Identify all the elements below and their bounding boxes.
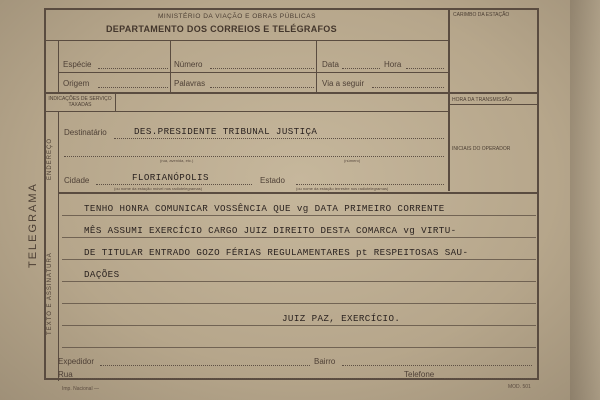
message-line-1: TENHO HONRA COMUNICAR VOSSÊNCIA QUE vg DATA PRIMEIRO CORRENTE <box>84 203 445 214</box>
transmission-time-label: HORA DA TRANSMISSÃO <box>452 97 512 103</box>
text-rule-7 <box>62 347 536 348</box>
service-bottom-rule <box>44 92 538 94</box>
text-rule-1 <box>62 215 536 216</box>
text-rule-5 <box>62 303 536 304</box>
transmission-rule <box>448 104 538 105</box>
message-line-2: MÊS ASSUMI EXERCÍCIO CARGO JUIZ DIREITO DESTA COMARCA vg VIRTU- <box>84 225 457 236</box>
via-label: Via a seguir <box>322 79 365 88</box>
telegrama-side-label: TELEGRAMA <box>27 182 39 268</box>
text-rule-2 <box>62 237 536 238</box>
especie-field <box>98 68 168 69</box>
stamp-divider <box>448 8 450 92</box>
text-rule-4 <box>62 281 536 282</box>
numero-hint: (número) <box>344 158 361 163</box>
operator-initials-label: INICIAIS DO OPERADOR <box>452 146 511 152</box>
text-rule-3 <box>62 259 536 260</box>
ministry-title: MINISTÉRIO DA VIAÇÃO E OBRAS PÚBLICAS <box>158 13 316 20</box>
numero-label: Número <box>174 60 203 69</box>
palavras-field <box>210 87 314 88</box>
service-indications-label: INDICAÇÕES DE SERVIÇO TAXADAS <box>48 96 112 108</box>
hora-label: Hora <box>384 60 402 69</box>
origem-label: Origem <box>63 79 90 88</box>
service-left-rule <box>58 40 59 92</box>
destinatario-label: Destinatário <box>64 128 107 137</box>
estado-field <box>296 184 444 185</box>
cidade-value: FLORIANÓPOLIS <box>132 172 209 183</box>
message-line-4: DAÇÕES <box>84 269 120 280</box>
rua-field <box>64 156 444 157</box>
destinatario-value: DES.PRESIDENTE TRIBUNAL JUSTIÇA <box>134 126 318 137</box>
estado-label: Estado <box>260 176 285 185</box>
cidade-hint: (ou nome da estação móvel nos radiotelegramas) <box>114 186 203 191</box>
service-col-rule-1 <box>170 40 171 92</box>
destinatario-field <box>114 138 444 139</box>
cidade-label: Cidade <box>64 176 90 185</box>
bairro-label: Bairro <box>314 357 336 366</box>
expedidor-label: Expedidor <box>58 357 95 366</box>
frame-top <box>44 8 538 10</box>
address-bottom-rule <box>58 192 538 194</box>
service-col-rule-2 <box>316 40 317 92</box>
paper-fold-shadow <box>570 0 600 400</box>
station-stamp-label: CARIMBO DA ESTAÇÃO <box>453 12 510 18</box>
expedidor-field <box>100 365 310 366</box>
model-mark: MOD. 501 <box>508 384 531 390</box>
numero-field <box>210 68 314 69</box>
hora-field <box>406 68 444 69</box>
frame-left <box>44 8 46 380</box>
especie-label: Espécie <box>63 60 92 69</box>
telefone-label: Telefone <box>404 370 435 379</box>
data-label: Data <box>322 60 339 69</box>
origem-field <box>98 87 168 88</box>
data-field <box>342 68 380 69</box>
texto-side-label: TEXTO E ASSINATURA <box>47 252 53 335</box>
message-signature: JUIZ PAZ, EXERCÍCIO. <box>282 313 401 324</box>
indications-bottom-rule <box>44 111 448 112</box>
printer-mark: Imp. Nacional — <box>62 386 99 392</box>
rua-footer-field <box>78 378 398 379</box>
transmission-divider <box>448 93 450 191</box>
side-column-rule <box>58 111 59 381</box>
estado-hint: (ou nome da estação terrestre nos radiotelegramas) <box>296 186 389 191</box>
bairro-field <box>342 365 532 366</box>
service-mid-rule <box>58 72 448 73</box>
frame-right <box>537 8 539 380</box>
indications-divider <box>115 93 116 111</box>
telefone-field <box>444 378 532 379</box>
rua-label: Rua <box>58 370 73 379</box>
header-rule <box>44 40 448 41</box>
endereco-side-label: ENDEREÇO <box>47 137 53 180</box>
rua-hint: (rua, avenida, etc.) <box>160 158 194 163</box>
message-line-3: DE TITULAR ENTRADO GOZO FÉRIAS REGULAMENTARES pt RESPEITOSAS SAU- <box>84 247 469 258</box>
department-title: DEPARTAMENTO DOS CORREIOS E TELÉGRAFOS <box>106 24 337 34</box>
palavras-label: Palavras <box>174 79 206 88</box>
cidade-field <box>96 184 252 185</box>
text-rule-6 <box>62 325 536 326</box>
via-field <box>372 87 444 88</box>
